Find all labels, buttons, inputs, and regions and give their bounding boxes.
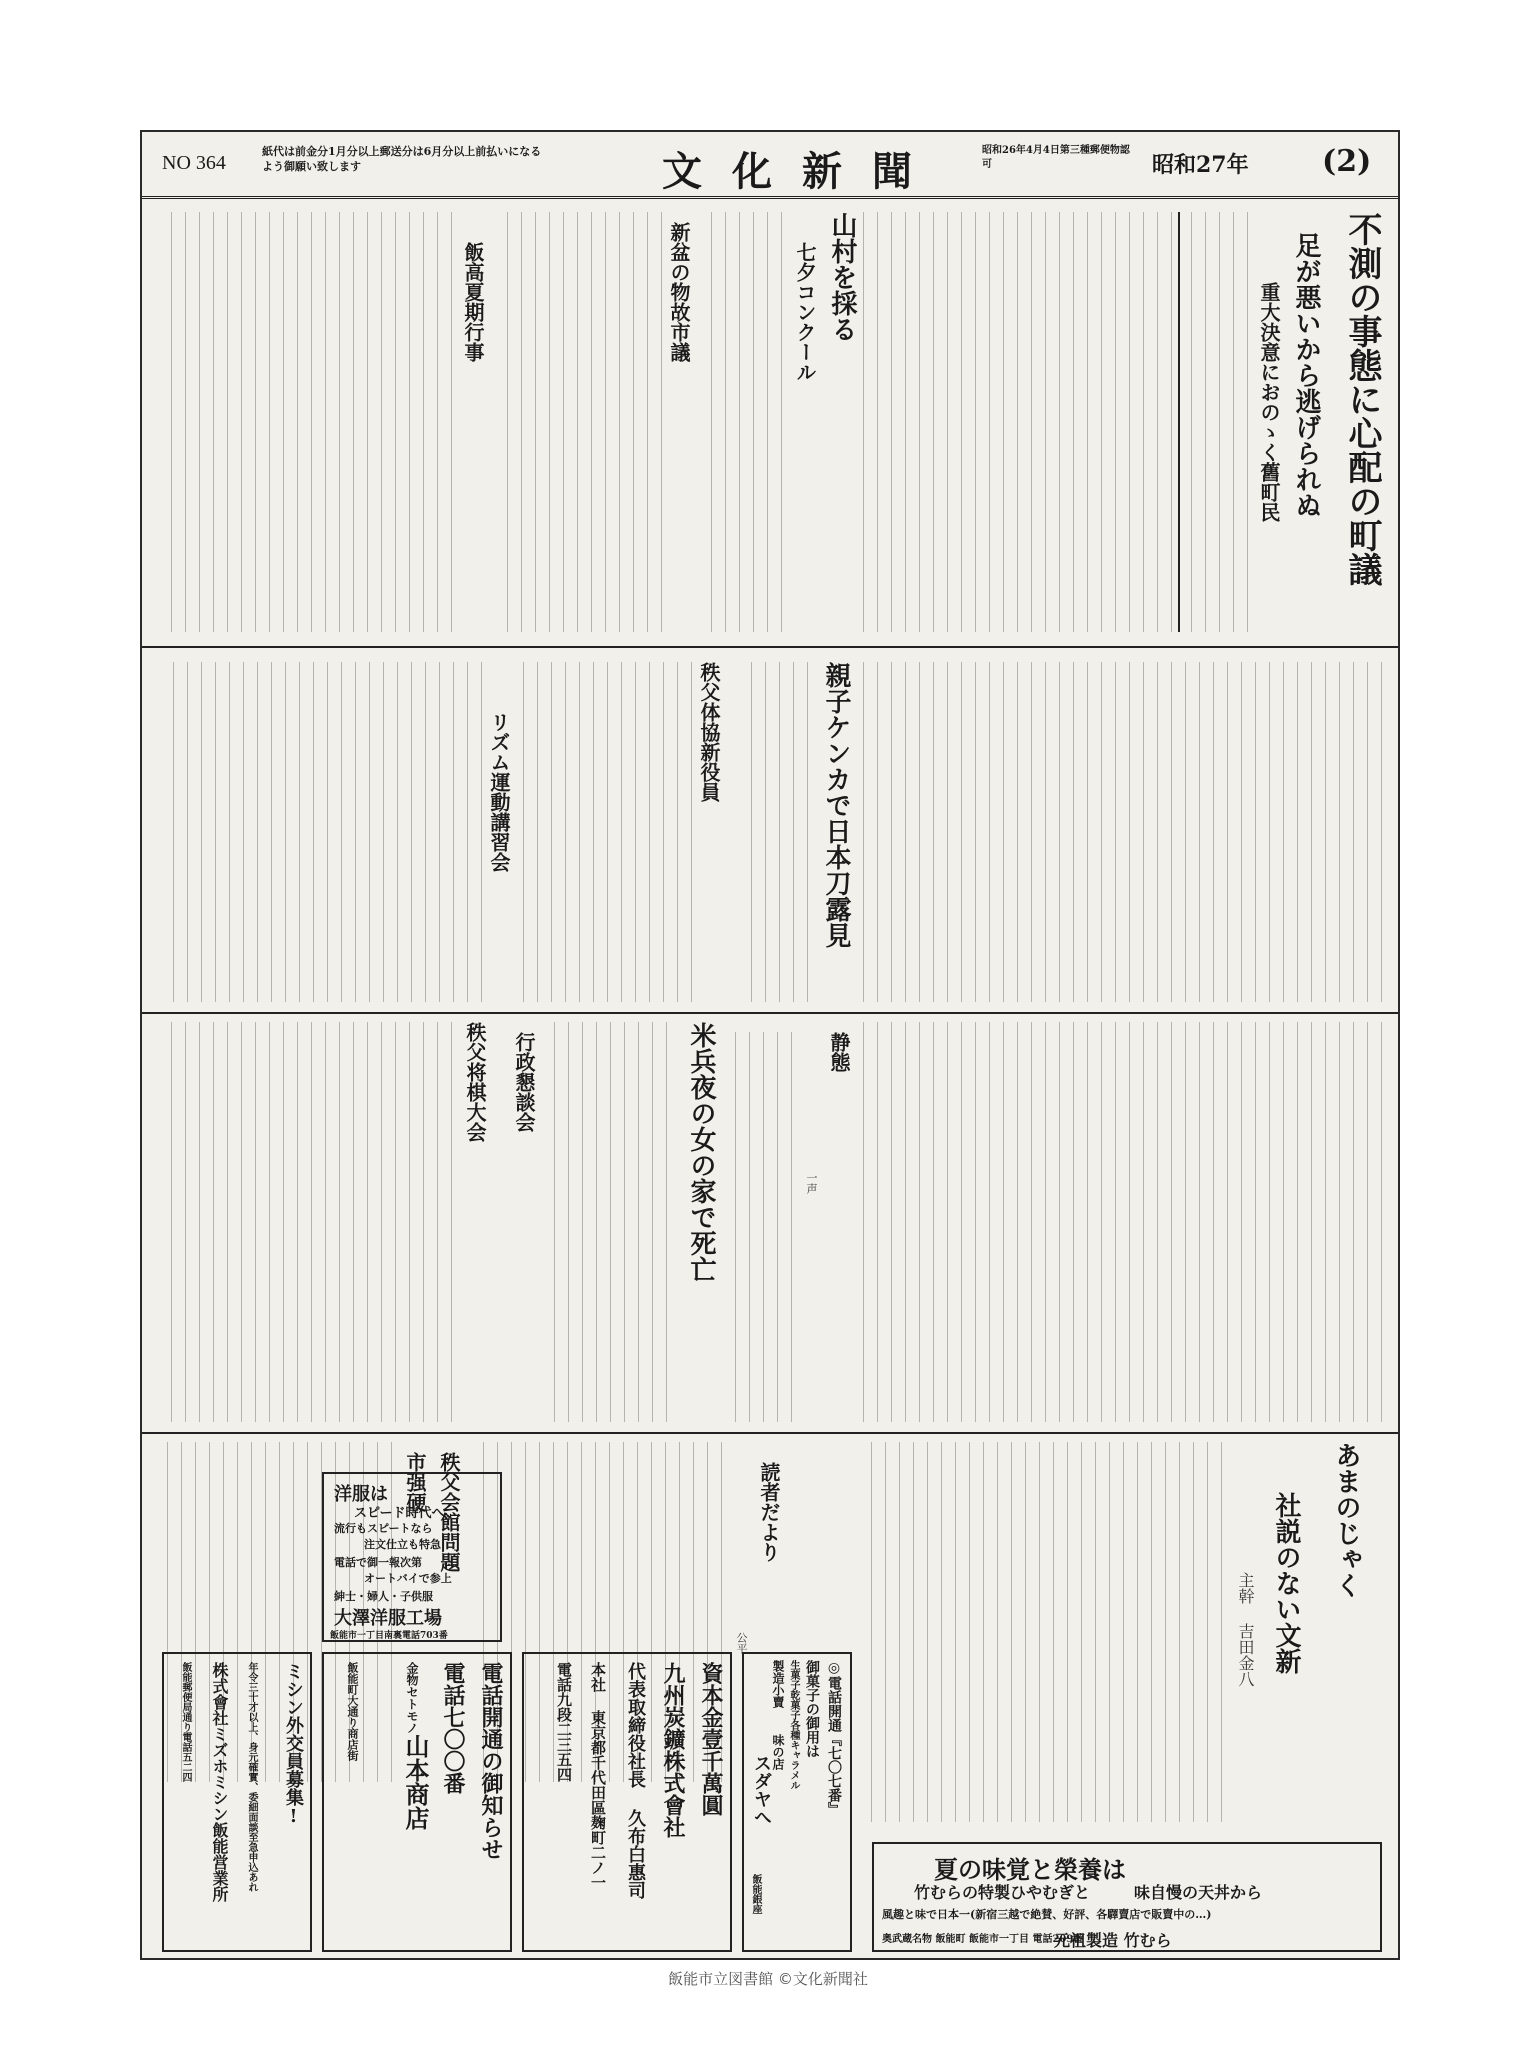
article-body [1182,212,1248,632]
ad-yamamoto-l1: 電話開通の御知らせ [478,1662,504,1860]
page-number: (2) [1322,144,1372,179]
ad-sudaya-addr: 飯能銀座 [750,1874,761,1914]
section-rule [142,646,1398,648]
library-credit: 飯能市立図書館 ©文化新聞社 [668,1970,868,1988]
ad-kyushu-l5: 電話九段二三五四 [555,1662,573,1782]
issue-date: 昭和27年 [1152,152,1249,178]
headline-shogi: 秩父将棋大会 [463,1022,487,1142]
article-body [162,212,452,632]
article-body [862,662,1382,1002]
article-body [722,1032,792,1422]
ad-kyushu-l2: 九州炭鑛株式會社 [660,1662,686,1838]
ad-sudaya-name: スダヤへ [751,1754,772,1826]
ad-kyushu [522,1652,732,1952]
newspaper-page [140,130,1400,1960]
ad-yamamoto-l3: 金物セトモノ [405,1662,419,1734]
ad-takemura-name: 元祖製造 竹むら [1054,1931,1172,1950]
ad-takemura-l3: 味自慢の天丼から [1134,1883,1263,1902]
masthead [142,132,1398,199]
ad-yamamoto [322,1652,512,1952]
headline-beihei: 米兵夜の女の家で死亡 [686,1022,716,1282]
issue-number: NO 364 [162,152,226,174]
article-body [862,1442,1222,1822]
headline-sub: 足が悪いから逃げられぬ [1291,232,1321,518]
headline-dokusha: 読者だより [757,1462,781,1562]
headline-sub2: 重大決意におのゝく舊町民 [1257,282,1281,522]
headline-kaikan-sub: 市强硬 [403,1452,427,1512]
column-amanojaku: あまのじゃく [1331,1442,1361,1598]
ad-misin [162,1652,312,1952]
article-body [742,662,808,1002]
ad-misin-name: 株式會社ミズホミシン飯能営業所 [210,1662,229,1902]
ad-sudaya-l3: 生菓子乾菓子各種キャラメル [788,1660,799,1790]
headline-taikyo: 秩父体協新役員 [697,662,721,802]
column-rule [1178,212,1180,632]
headline-yamamura: 山村を採る [827,212,857,342]
headline-rhythm: リズム運動講習会 [487,712,511,872]
ad-kyushu-l4: 本社 東京都千代田區麹町二ノ一 [589,1662,607,1890]
section-rule [142,1432,1398,1434]
headline-seitai: 静態 [827,1032,851,1072]
ad-yofuku-l4: 注文仕立も特急 [364,1538,441,1551]
headline-yamamura-sub: 七夕コンクール [793,242,817,382]
ad-kyushu-l1: 資本金壹千萬圓 [698,1662,724,1816]
postal-registration: 昭和26年4月4日第三種郵便物認可 [982,145,1130,170]
headline-gyosei: 行政懇談会 [512,1032,536,1132]
headline-amanojaku: 社説のない文新 [1271,1492,1301,1674]
ad-yofuku-l6: オートバイで参上 [364,1572,452,1585]
ad-yofuku-l7: 紳士・婦人・子供服 [334,1590,433,1603]
article-body [862,1022,1382,1422]
ad-yofuku-l5: 電話で御一報次第 [334,1556,422,1569]
subscription-notice: 紙代は前金分1月分以上郵送分は6月分以上前払いになるよう御願い致します [262,145,542,173]
ad-sudaya [742,1652,852,1952]
ad-misin-l2: 年令三十才以上、身元確實、委細面談至急申込あれ [246,1662,257,1892]
article-body [162,662,482,1002]
ad-misin-addr: 飯能郵便局通り電話五二四 [180,1662,191,1782]
article-body [862,212,1172,632]
byline-amanojaku: 主幹 吉田金八 [1236,1572,1255,1687]
ad-takemura-l1: 夏の味覚と榮養は [934,1855,1126,1884]
ad-yamamoto-name: 山本商店 [401,1734,430,1830]
ad-sudaya-l2: 御菓子の御用は [804,1660,820,1758]
ad-yamamoto-l2: 電話七〇〇番 [440,1662,466,1794]
ad-yamamoto-addr: 飯能町大通り商店街 [346,1662,359,1761]
ad-yofuku-l1: 洋服は [334,1484,388,1505]
ad-takemura [872,1842,1382,1952]
article-body [162,1022,452,1422]
byline-dokusha: 公平 [735,1632,748,1654]
headline-oyako: 親子ケンカで日本刀露見 [821,662,851,948]
ad-yofuku-l3: 流行もスピートなら [334,1522,433,1535]
byline-seitai: 一声 [805,1172,818,1194]
ad-takemura-addr: 奥武蔵名物 飯能町 飯能市一丁目 電話209番 [882,1934,1084,1945]
ad-misin-l1: ミシン外交員募集! [283,1662,304,1827]
section-rule [142,1012,1398,1014]
ad-yofuku [322,1472,502,1642]
headline-main: 不測の事態に心配の町議 [1342,212,1382,586]
headline-bussan: 新盆の物故市議 [667,222,691,362]
ad-sudaya-l1: ◎電話開通『七〇七番』 [826,1660,842,1816]
article-body [542,1022,667,1422]
article-body [502,212,662,632]
ad-yofuku-name: 大澤洋服工場 [334,1608,442,1629]
newspaper-title: 文化新聞 [662,148,942,195]
ad-takemura-l4: 風趣と味で日本一(新宿三越で絶賛、好評、各驛賣店で販賣中の…) [882,1908,1212,1921]
headline-hanno: 飯高夏期行事 [461,242,485,362]
headline-kaikan: 秩父会館問題 [437,1452,461,1572]
ad-sudaya-l4: 製造小賣 [771,1660,785,1708]
ad-yofuku-l2: スピード時代へ [354,1506,445,1521]
article-body [702,212,782,632]
ad-sudaya-l5: 味の店 [771,1734,785,1770]
ad-yofuku-addr: 飯能市一丁目南裏電話703番 [330,1631,448,1641]
article-body [522,662,692,1002]
ad-kyushu-l3: 代表取締役社長 久布白惠司 [625,1662,646,1899]
ad-takemura-l2: 竹むらの特製ひやむぎと [914,1883,1091,1902]
